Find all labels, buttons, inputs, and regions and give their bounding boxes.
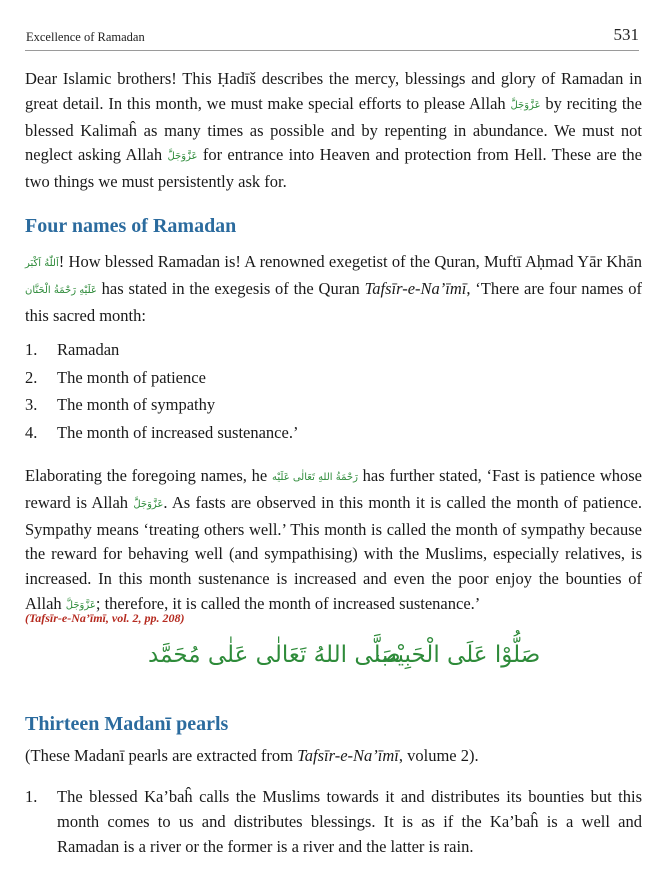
list-item: 4. The month of increased sustenance.’ <box>25 422 299 442</box>
running-title: Excellence of Ramadan <box>26 30 145 44</box>
page-number: 531 <box>613 25 639 44</box>
salat-calligraphy <box>0 642 667 686</box>
salat-right: صَلُّوْا عَلَى الْحَبِيْب <box>375 642 541 668</box>
section-heading: Four names of Ramadan <box>25 215 237 237</box>
honorific-arabic: رَحْمَةُ اللهِ تَعَالٰی عَلَيْه <box>272 472 358 483</box>
honorific-arabic: عَزَّوَجَلَّ <box>167 151 198 163</box>
honorific-arabic: عَلَيْهِ رَحْمَةُ الْحَنَّان <box>25 284 97 296</box>
page-header <box>25 22 639 51</box>
citation: (Tafsīr-e-Na’īmī, vol. 2, pp. 208) <box>25 611 185 625</box>
intro-paragraph: Dear Islamic brothers! This Ḥadīš describes the mercy, blessings and glory of Ramadan in great detail. In this month, we must make special efforts to please Allah عَزَّوَجَلَّ by reciting the blessed Kalimaĥ as many times as possible and by repenting in abundance. We must not neglect asking Allah عَزَّوَجَلَّ for entrance into Heaven and protection from Hell. These are the two things we must persistently ask for. <box>25 69 643 192</box>
elaboration-paragraph: Elaborating the foregoing names, he رَحْمَةُ اللهِ تَعَالٰی عَلَيْه has further stated, ‘Fast is patience whose reward is Allah عَزَّوَجَلَّ. As fasts are observed in this month it is called the month of patience. Sympathy means ‘treating others well.’ This month is called the month of sympathy because the reward for behaving well (and sympathising) with the Muslims, especially relatives, is increased. In this month sustenance is increased and even the poor enjoy the bounties of Allah عَزَّوَجَلَّ; therefore, it is called the month of increased sustenance.’ <box>25 464 642 619</box>
honorific-arabic: عَزَّوَجَلَّ <box>133 498 164 510</box>
four-names-paragraph: اَللّٰهُ اَكْبَر! How blessed Ramadan is! A renowned exegetist of the Quran, Muftī Aḥmad Yār Khān عَلَيْهِ رَحْمَةُ الْحَنَّان has stated in the exegesis of the Quran Tafsīr-e-Na’īmī, ‘There are four names of this sacred month: <box>25 252 642 325</box>
list-item: 3. The month of sympathy <box>25 395 216 414</box>
list-item: 1. Ramadan <box>25 340 120 359</box>
book-title: Tafsīr-e-Na’īmī <box>364 278 467 298</box>
honorific-arabic: عَزَّوَجَلَّ <box>510 99 541 111</box>
pearl-item: 1. The blessed Ka’baĥ calls the Muslims towards it and distributes its bounties but this month comes to us and distributes blessings. It is as if the Ka’baĥ is a well and Ramadan is a river or the former is a river and the latter is rain. <box>25 787 642 856</box>
book-title: Tafsīr-e-Na’īmī <box>297 746 399 765</box>
salat-left: صَلَّى اللهُ تَعَالٰى عَلٰى مُحَمَّد <box>148 642 401 668</box>
honorific-arabic: عَزَّوَجَلَّ <box>65 599 96 611</box>
names-list <box>25 336 642 446</box>
arabic-opening: اَللّٰهُ اَكْبَر <box>25 258 59 269</box>
section-heading: Thirteen Madanī pearls <box>25 713 229 735</box>
list-item: 2. The month of patience <box>25 367 206 387</box>
pearls-note: (These Madanī pearls are extracted from Tafsīr-e-Na’īmī, volume 2). <box>25 746 479 765</box>
